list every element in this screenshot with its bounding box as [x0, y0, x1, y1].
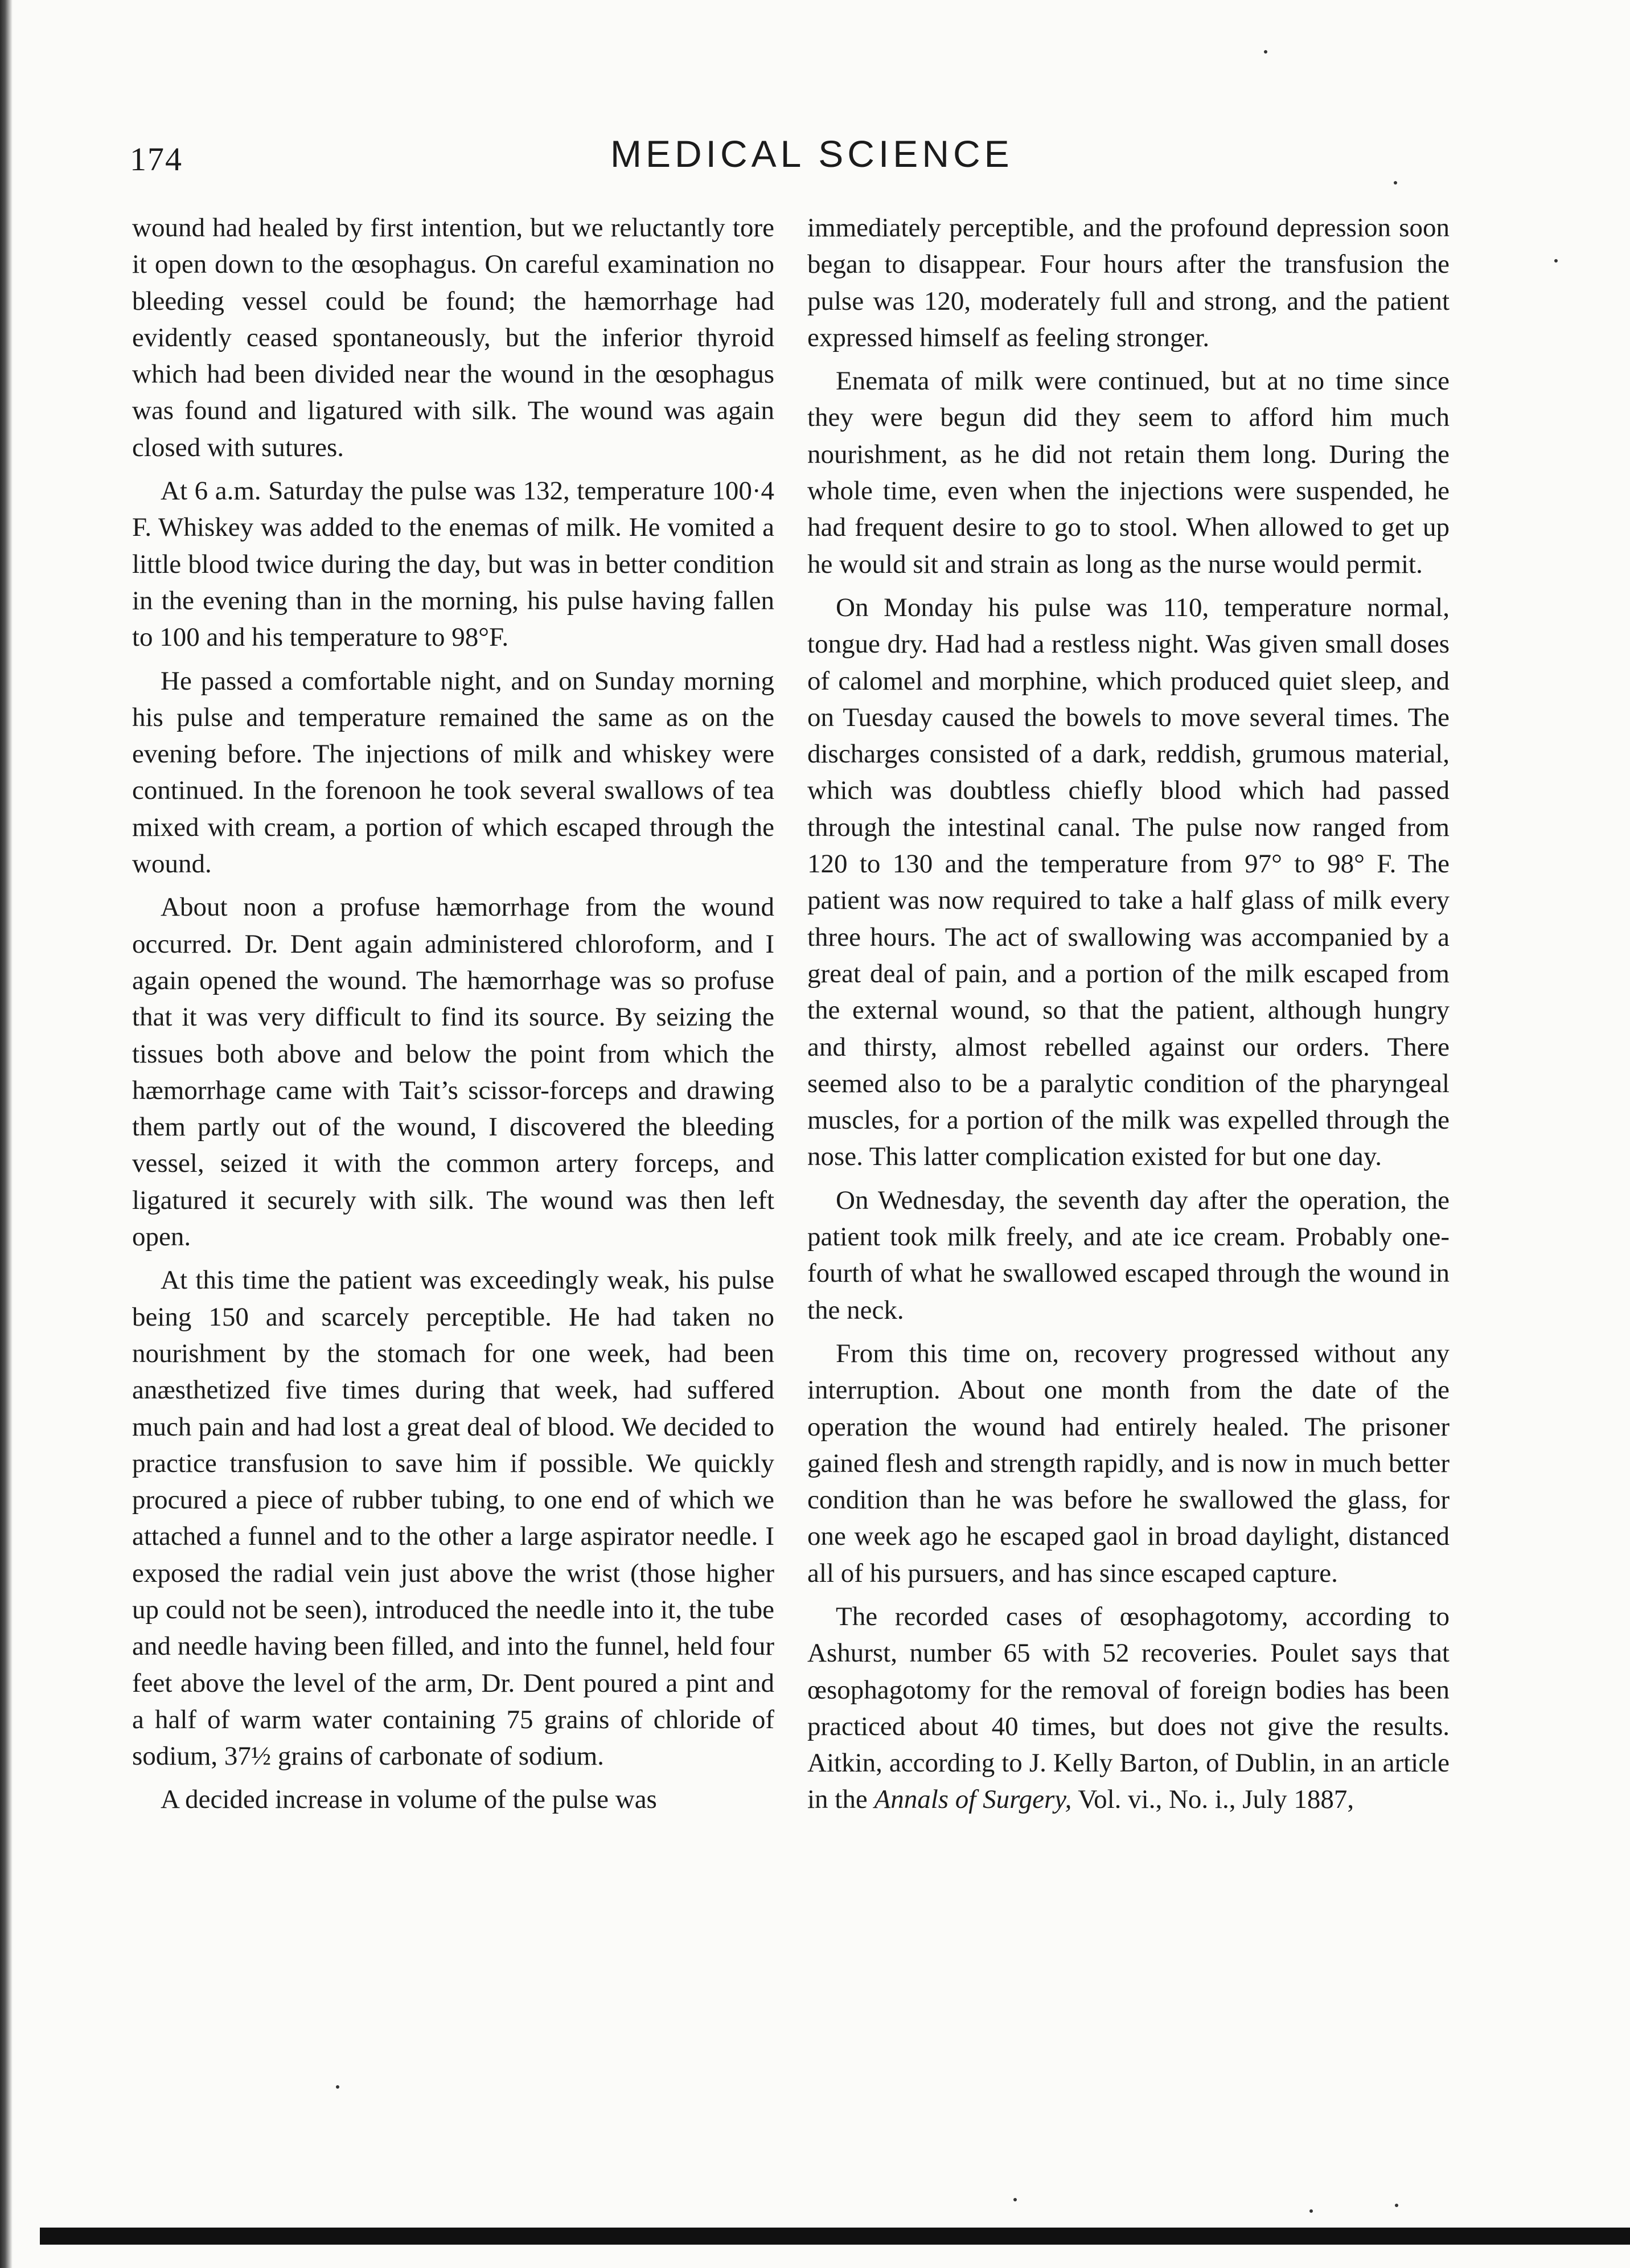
paragraph-text: Vol. vi., No. i., July 1887, — [1071, 1785, 1354, 1815]
paragraph: On Monday his pulse was 110, temperature normal, tongue dry. Had had a restless night. Was given small doses of calomel and morphine, which produced quiet sleep, and on Tuesday caused the bowels to move several times. The discharges consisted of a dark, reddish, grumous material, which was doubtless chiefly blood which had passed through the intestinal canal. The pulse now ranged from 120 to 130 and the temperature from 97° to 98° F. The patient was now required to take a half glass of milk every three hours. The act of swallowing was accompanied by a great deal of pain, and a portion of the milk escaped from the external wound, so that the patient, although hungry and thirsty, almost rebelled against our orders. There seemed also to be a paralytic condition of the pharyngeal muscles, for a portion of the milk was expelled through the nose. This latter complication existed for but one day. — [807, 592, 1450, 1172]
scan-speck — [336, 2085, 339, 2089]
bottom-scan-border — [40, 2228, 1630, 2245]
paragraph: From this time on, recovery progressed without any interruption. About one month from the date of the operation the wound had entirely healed. The prisoner gained flesh and strength rapidly, and is now in much better condition than he was before he swallowed the glass, for one week ago he escaped gaol in broad daylight, distanced all of his pursuers, and has since escaped capture. — [807, 1338, 1450, 1588]
paragraph: On Wednesday, the seventh day after the operation, the patient took milk freely, and ate ice cream. Probably one-fourth of what he swallowed escaped through the wound in the neck. — [807, 1185, 1450, 1325]
scan-speck — [1013, 2198, 1017, 2201]
paragraph: At this time the patient was exceedingly weak, his pulse being 150 and scarcely perceptible. He had taken no nourishment by the stomach for one week, had been anæsthetized five times during that week, had suffered much pain and had lost a great deal of blood. We decided to practice transfusion to save him if possible. We quickly procured a piece of rubber tubing, to one end of which we attached a funnel and to the other a large aspirator needle. I exposed the radial vein just above the wrist (those higher up could not be seen), introduced the needle into it, the tube and needle having been filled, and into the funnel, held four feet above the level of the arm, Dr. Dent poured a pint and a half of warm water containing 75 grains of chloride of sodium, 37½ grains of carbonate of sodium. — [132, 1265, 774, 1771]
paragraph: At 6 a.m. Saturday the pulse was 132, temperature 100·4 F. Whiskey was added to the enemas of milk. He vomited a little blood twice during the day, but was in better condition in the evening than in the morning, his pulse having fallen to 100 and his temperature to 98°F. — [132, 476, 774, 653]
scan-shadow-edge — [0, 0, 13, 2268]
paragraph: He passed a comfortable night, and on Sunday morning his pulse and temperature remained the same as on the evening before. The injections of milk and whiskey were continued. In the forenoon he took several swallows of tea mixed with cream, a portion of which escaped through the wound. — [132, 666, 774, 879]
paragraph: wound had healed by first intention, but we reluctantly tore it open down to the œsophagus. On careful examination no bleeding vessel could be found; the hæmorrhage had evidently ceased spontaneously, but the inferior thyroid which had been divided near the wound in the œsophagus was found and ligatured with silk. The wound was again closed with sutures. — [132, 213, 774, 462]
paragraph-text: The recorded cases of œsophagotomy, according to Ashurst, number 65 with 52 recoveries. Poulet says that œsophagotomy for the removal of foreign bodies has been practiced about 40 times, but does not give the results. Aitkin, according to J. Kelly Barton, of Dublin, in an article in the — [807, 1601, 1450, 1815]
running-head: MEDICAL SCIENCE — [610, 133, 1013, 175]
scan-speck — [1394, 181, 1397, 184]
paragraph: A decided increase in volume of the pulse was — [161, 1785, 657, 1815]
paragraph-last — [807, 1598, 1450, 1818]
scan-speck — [1264, 50, 1267, 54]
scan-speck — [1309, 2209, 1313, 2213]
left-column — [132, 210, 774, 1825]
journal-title: Annals of Surgery, — [874, 1785, 1072, 1815]
scan-speck — [1395, 2204, 1398, 2207]
paragraph: Enemata of milk were continued, but at no time since they were begun did they seem to afford him much nourishment, as he did not retain them long. During the whole time, even when the injections were suspended, he had frequent desire to go to stool. When allowed to get up he would sit and strain as long as the nurse would permit. — [807, 366, 1450, 579]
paragraph: About noon a profuse hæmorrhage from the wound occurred. Dr. Dent again administered chloroform, and I again opened the wound. The hæmorrhage was so profuse that it was very difficult to find its source. By seizing the tissues both above and below the point from which the hæmorrhage came with Tait’s scissor-forceps and drawing them partly out of the wound, I discovered the bleeding vessel, seized it with the common artery forceps, and ligatured it securely with silk. The wound was then left open. — [132, 892, 774, 1252]
page-number: 174 — [130, 141, 183, 178]
right-column — [807, 210, 1450, 1825]
page-header — [0, 132, 1630, 195]
scan-speck — [1554, 259, 1558, 263]
paragraph: immediately perceptible, and the profound depression soon began to disappear. Four hours after the transfusion the pulse was 120, moderately full and strong, and the patient expressed himself as feeling stronger. — [807, 213, 1450, 352]
